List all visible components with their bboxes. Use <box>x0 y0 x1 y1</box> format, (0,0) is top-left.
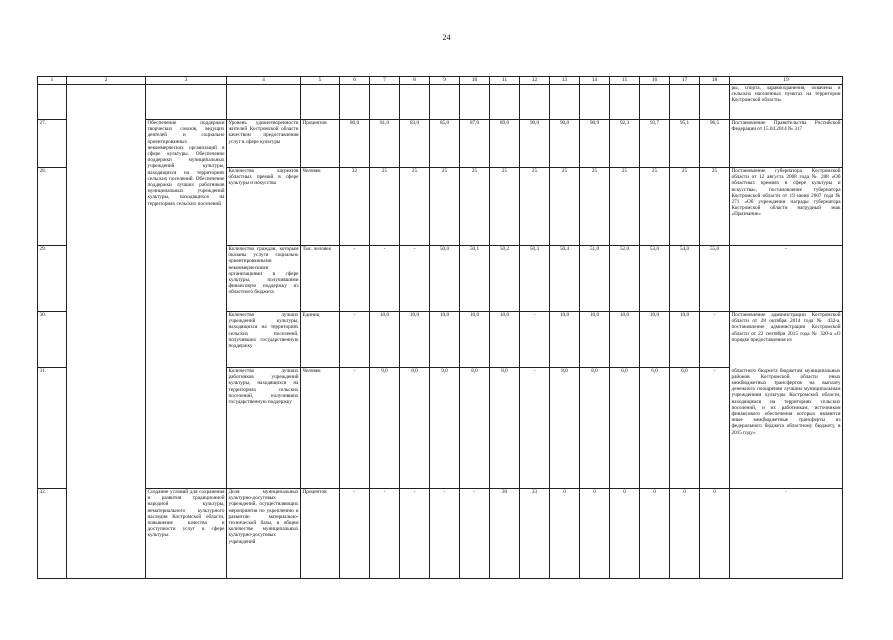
value-cell: - <box>340 368 370 489</box>
col-header: 13 <box>550 77 580 85</box>
value-cell: 51,0 <box>580 246 610 312</box>
value-cell: 80,0 <box>340 120 370 168</box>
value-cell: 93,7 <box>640 120 670 168</box>
value-cell: 8,0 <box>550 368 580 489</box>
value-cell: 25 <box>460 168 490 246</box>
indicator-name: Количество граждан, которым оказаны услуги социально ориентированными некоммерческими организациями в сфере культуры, получившими финансовую поддержку из областного бюджета <box>227 246 301 312</box>
indicator-name: Количество лучших учреждений культуры, находящихся на территориях сельских поселений, получивших государственную поддержку <box>227 312 301 368</box>
value-cell: - <box>460 489 490 579</box>
value-cell: 10,0 <box>670 312 700 368</box>
value-cell: - <box>430 489 460 579</box>
value-cell: 25 <box>640 168 670 246</box>
value-cell: 90,0 <box>520 120 550 168</box>
unit: Процентов <box>301 120 340 168</box>
value-cell: 0 <box>700 489 730 579</box>
value-cell: 0 <box>580 489 610 579</box>
col-header: 9 <box>430 77 460 85</box>
value-cell: - <box>520 312 550 368</box>
legal-basis: - <box>730 246 843 312</box>
value-cell: 90,9 <box>580 120 610 168</box>
value-cell: 10,0 <box>460 312 490 368</box>
value-cell: 10,0 <box>430 312 460 368</box>
value-cell: 10,0 <box>640 312 670 368</box>
col-header: 5 <box>301 77 340 85</box>
header-row <box>38 77 843 85</box>
indicator-name: Уровень удовлетворенности жителей Костромской области качеством предоставления услуг в сфере культуры <box>227 120 301 168</box>
indicator-name: Количество лучших работников учреждений культуры, находящихся на территориях сельских поселений, получивших государственную поддержку <box>227 368 301 489</box>
value-cell: 33 <box>520 489 550 579</box>
col-header: 8 <box>400 77 430 85</box>
value-cell: 25 <box>400 168 430 246</box>
legal-basis: Постановление Правительства Российской Федерации от 15.04.2014 № 317 <box>730 120 843 168</box>
unit: Человек <box>301 168 340 246</box>
value-cell: 50,4 <box>550 246 580 312</box>
value-cell: 6,0 <box>640 368 670 489</box>
legal-basis: Постановление администрации Костромской области от 28 октября 2014 года № 432-а, постановление администрации Костромской области от 22 сентября 2015 года № 320-а «О порядке предоставления из <box>730 312 843 368</box>
value-cell: 0 <box>640 489 670 579</box>
value-cell: 10,0 <box>550 312 580 368</box>
col-header: 7 <box>370 77 400 85</box>
value-cell: 25 <box>550 168 580 246</box>
activity-description: Обеспечение поддержки творческих союзов, ведущих деятелей и социально ориентированных некоммерческих организаций в сфере культуры. Обеспечение поддержки муниципальных учреждений культуры, находящихся на территориях сельских поселений. Обеспечение поддержки лучших работников муниципальных учреждений культуры, находящихся на территориях сельских поселений <box>146 120 227 489</box>
value-cell: 50,0 <box>430 246 460 312</box>
note-continuation: ры, спорта, здравоохранения, охвачены в сельских населенных пунктах на территории Костромской области» <box>730 85 843 120</box>
page-number: 24 <box>442 33 451 42</box>
row-number: 28. <box>38 168 67 246</box>
value-cell: 81,0 <box>370 120 400 168</box>
table-row <box>38 489 843 579</box>
unit: Тыс. человек <box>301 246 340 312</box>
value-cell: 50,1 <box>460 246 490 312</box>
row-number: 30. <box>38 312 67 368</box>
row-number: 27. <box>38 120 67 168</box>
legal-basis: областного бюджета бюджетам муниципальных районов Костромской области иных межбюджетных трансфертов на выплату денежного поощрения лучшим муниципальным учреждениям культуры Костромской области, находящимся на территориях сельских поселений, и их работникам, источником финансового обеспечения которых являются иные межбюджетные трансферты из федерального бюджета областному бюджету, в 2015 году» <box>730 368 843 489</box>
value-cell: - <box>340 312 370 368</box>
indicator-name: Количество лауреатов областных премий в сфере культуры и искусства <box>227 168 301 246</box>
value-cell: 25 <box>490 168 520 246</box>
value-cell: - <box>520 368 550 489</box>
value-cell: 83,0 <box>400 120 430 168</box>
value-cell: 25 <box>580 168 610 246</box>
value-cell: 8,0 <box>580 368 610 489</box>
column-2-blank <box>67 85 146 579</box>
value-cell: - <box>400 246 430 312</box>
col-header: 2 <box>67 77 146 85</box>
col-header: 17 <box>670 77 700 85</box>
value-cell: 50,3 <box>520 246 550 312</box>
col-header: 12 <box>520 77 550 85</box>
value-cell: 10,0 <box>490 312 520 368</box>
continuation-row <box>38 85 843 120</box>
col-header: 15 <box>610 77 640 85</box>
value-cell: 25 <box>430 168 460 246</box>
col-header: 6 <box>340 77 370 85</box>
value-cell: 54,0 <box>670 246 700 312</box>
value-cell: 25 <box>670 168 700 246</box>
col-header: 4 <box>227 77 301 85</box>
value-cell: 92,3 <box>610 120 640 168</box>
value-cell: 53,0 <box>640 246 670 312</box>
value-cell: 90,0 <box>550 120 580 168</box>
value-cell: 55,0 <box>700 246 730 312</box>
unit: Процентов <box>301 489 340 579</box>
value-cell: 96,5 <box>700 120 730 168</box>
value-cell: 9,0 <box>430 368 460 489</box>
unit: Единиц <box>301 312 340 368</box>
value-cell: 89,0 <box>490 120 520 168</box>
value-cell: - <box>340 246 370 312</box>
value-cell: 87,0 <box>460 120 490 168</box>
value-cell: 10,0 <box>580 312 610 368</box>
table-row <box>38 120 843 168</box>
value-cell: 85,0 <box>430 120 460 168</box>
legal-basis: Постановление губернатора Костромской области от 12 августа 2008 года № 288 «Об областных премиях в сфере культуры и искусства», постановление губернатора Костромской области от 19 июня 2007 года № 271 «Об учреждении награды губернатора Костромской области нагрудный знак «Признание» <box>730 168 843 246</box>
indicators-table <box>37 76 843 579</box>
value-cell: 6,0 <box>670 368 700 489</box>
col-header: 3 <box>146 77 227 85</box>
indicator-name: Доля муниципальных культурно-досуговых учреждений, осуществляющих мероприятия по укреплению и развитию материально-технической базы, в общем количестве муниципальных культурно-досуговых учреждений <box>227 489 301 579</box>
value-cell: - <box>370 246 400 312</box>
row-number: 29. <box>38 246 67 312</box>
value-cell: - <box>370 489 400 579</box>
value-cell: 25 <box>520 168 550 246</box>
col-header: 18 <box>700 77 730 85</box>
value-cell: 32 <box>340 168 370 246</box>
value-cell: - <box>700 312 730 368</box>
value-cell: 8,0 <box>400 368 430 489</box>
value-cell: 30 <box>490 489 520 579</box>
col-header: 1 <box>38 77 67 85</box>
value-cell: 8,0 <box>490 368 520 489</box>
value-cell: 0 <box>610 489 640 579</box>
value-cell: 10,0 <box>610 312 640 368</box>
row-number: 32. <box>38 489 67 579</box>
col-header: 14 <box>580 77 610 85</box>
col-header: 19 <box>730 77 843 85</box>
activity-description: Создание условий для сохранения и развития традиционной народной культуры, нематериального культурного наследия Костромской области, повышение качества и доступности услуг в сфере культуры. <box>146 489 227 579</box>
value-cell: 9,0 <box>370 368 400 489</box>
value-cell: 6,0 <box>610 368 640 489</box>
value-cell: 8,0 <box>460 368 490 489</box>
value-cell: 25 <box>700 168 730 246</box>
unit: Человек <box>301 368 340 489</box>
value-cell: 52,0 <box>610 246 640 312</box>
col-header: 11 <box>490 77 520 85</box>
value-cell: - <box>340 489 370 579</box>
value-cell: 95,1 <box>670 120 700 168</box>
col-header: 10 <box>460 77 490 85</box>
value-cell: - <box>400 489 430 579</box>
value-cell: 0 <box>550 489 580 579</box>
value-cell: 25 <box>610 168 640 246</box>
value-cell: 10,0 <box>370 312 400 368</box>
value-cell: - <box>700 368 730 489</box>
value-cell: 25 <box>370 168 400 246</box>
value-cell: 0 <box>670 489 700 579</box>
row-number: 31. <box>38 368 67 489</box>
value-cell: 50,2 <box>490 246 520 312</box>
col-header: 16 <box>640 77 670 85</box>
legal-basis: - <box>730 489 843 579</box>
value-cell: 10,0 <box>400 312 430 368</box>
